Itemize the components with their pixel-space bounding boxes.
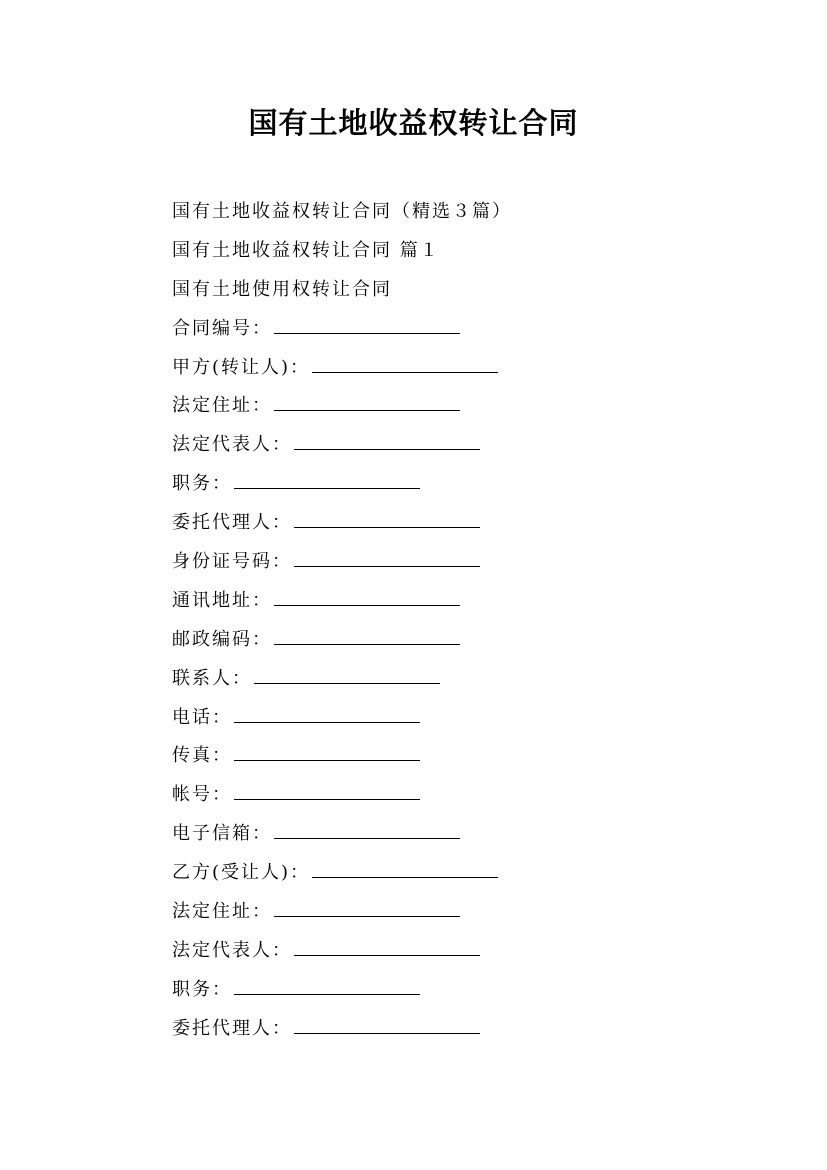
field-label: 委托代理人： xyxy=(172,512,292,534)
line-text: 国有土地收益权转让合同 篇１ xyxy=(172,239,440,261)
fill-in-blank xyxy=(274,837,460,839)
text-line xyxy=(172,271,772,310)
field-label: 法定住址： xyxy=(172,901,272,923)
field-label: 委托代理人： xyxy=(172,1017,292,1039)
text-line xyxy=(172,232,772,271)
fill-in-blank xyxy=(274,643,460,645)
fill-in-blank xyxy=(274,915,460,917)
fill-in-blank xyxy=(312,876,498,878)
form-field-line xyxy=(172,543,772,582)
fill-in-blank xyxy=(274,604,460,606)
form-field-line xyxy=(172,932,772,971)
field-label: 甲方(转让人)： xyxy=(172,356,311,378)
form-field-line xyxy=(172,854,772,893)
form-field-line xyxy=(172,699,772,738)
form-field-line xyxy=(172,737,772,776)
field-label: 职务： xyxy=(172,978,232,1000)
document-body xyxy=(172,193,772,1049)
form-field-line xyxy=(172,426,772,465)
line-text: 国有土地收益权转让合同（精选３篇） xyxy=(172,201,512,222)
fill-in-blank xyxy=(234,759,420,761)
form-field-line xyxy=(172,815,772,854)
fill-in-blank xyxy=(234,487,420,489)
field-label: 法定住址： xyxy=(172,395,272,417)
fill-in-blank xyxy=(294,526,480,528)
fill-in-blank xyxy=(312,371,498,373)
field-label: 职务： xyxy=(172,473,232,495)
field-label: 法定代表人： xyxy=(172,939,292,961)
field-label: 联系人： xyxy=(172,667,252,689)
fill-in-blank xyxy=(234,721,420,723)
document-title: 国有土地收益权转让合同 xyxy=(248,106,579,140)
field-label: 通讯地址： xyxy=(172,589,272,611)
fill-in-blank xyxy=(294,1032,480,1034)
field-label: 合同编号： xyxy=(172,317,272,339)
form-field-line xyxy=(172,310,772,349)
form-field-line xyxy=(172,504,772,543)
form-field-line xyxy=(172,776,772,815)
fill-in-blank xyxy=(254,682,440,684)
field-label: 邮政编码： xyxy=(172,628,272,650)
form-field-line xyxy=(172,971,772,1010)
form-field-line xyxy=(172,1010,772,1049)
field-label: 法定代表人： xyxy=(172,434,292,456)
field-label: 乙方(受让人)： xyxy=(172,862,311,884)
form-field-line xyxy=(172,621,772,660)
fill-in-blank xyxy=(294,954,480,956)
form-field-line xyxy=(172,660,772,699)
fill-in-blank xyxy=(274,332,460,334)
field-label: 传真： xyxy=(172,745,232,767)
fill-in-blank xyxy=(234,798,420,800)
field-label: 身份证号码： xyxy=(172,551,292,573)
field-label: 电话： xyxy=(172,706,232,728)
field-label: 电子信箱： xyxy=(172,823,272,845)
form-field-line xyxy=(172,893,772,932)
form-field-line xyxy=(172,349,772,388)
fill-in-blank xyxy=(274,409,460,411)
form-field-line xyxy=(172,465,772,504)
fill-in-blank xyxy=(234,993,420,995)
line-text: 国有土地使用权转让合同 xyxy=(172,278,392,300)
text-line xyxy=(172,193,772,232)
fill-in-blank xyxy=(294,565,480,567)
form-field-line xyxy=(172,582,772,621)
fill-in-blank xyxy=(294,448,480,450)
form-field-line xyxy=(172,387,772,426)
field-label: 帐号： xyxy=(172,784,232,806)
